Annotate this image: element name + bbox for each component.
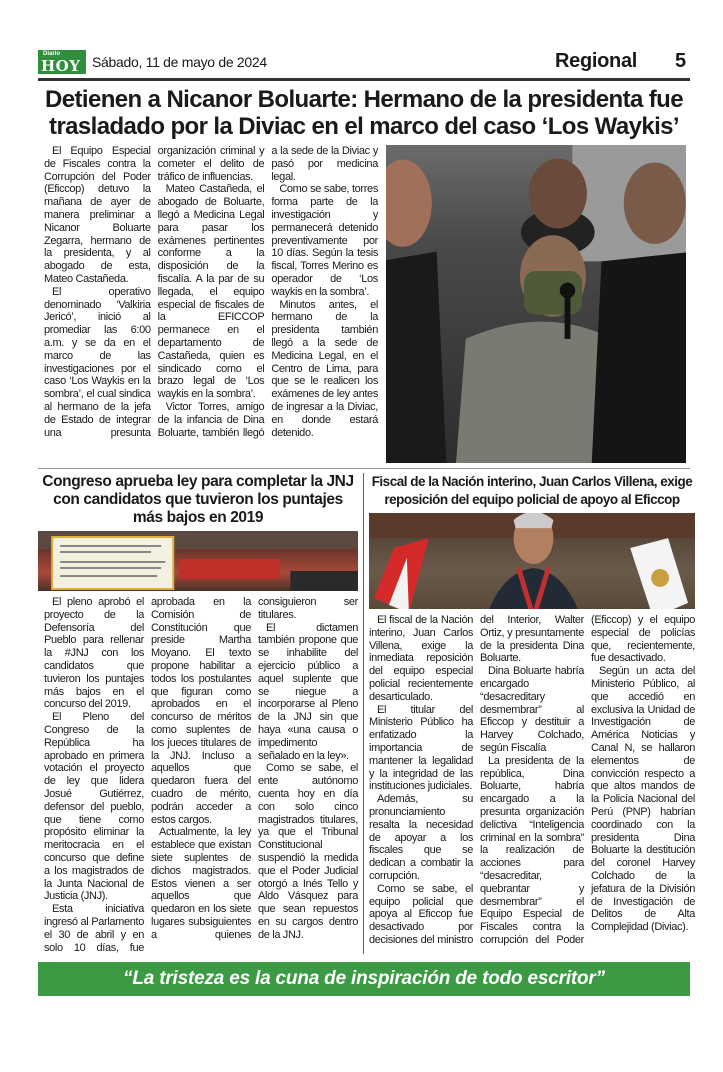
paragraph: El fiscal de la Nación interino, Juan Carlos Villena, exige la inmediata reposición del equipo especial policial recientemente desarticulado. — [369, 614, 473, 703]
paragraph: Como se sabe, el equipo policial que apoya al Eficcop fue desactivado por decisiones del ministro del Interior, Walter Ortiz, y presuntamente de la presidenta Dina Boluarte. — [369, 614, 584, 946]
fiscal-photo — [369, 513, 695, 609]
quote-banner: “La tristeza es la cuna de inspiración de todo escritor” — [38, 962, 690, 996]
paragraph: El titular del Ministerio Público ha enfatizado la importancia de mantener la legalidad y la integridad de las instituciones judiciales. — [369, 703, 473, 793]
congress-article — [38, 473, 358, 954]
paragraph: Actualmente, la ley establece que existan siete suplentes de dichos magistrados. Estos vienen a ser aquellos que quedaron en los siete lugares subsiguientes a quienes consiguieron ser titulares. — [151, 596, 358, 941]
paragraph: Esta iniciativa ingresó al Parlamento el 30 de abril y en solo 10 días, fue aprobada en la Comisión de Constitución que preside Martha Moyano. El texto propone habilitar a todos los postulantes que figuran como aprobados en el concurso de méritos como suplentes de los jueces titulares de la JNJ. Incluso a aquellos que quedaron fuera del cuadro de mérito, podrán acceder a estos cargos. — [44, 596, 251, 954]
paragraph: Como se sabe, torres forma parte de la investigación y permanecerá detenido preventivamente por 10 días. Según la tesis fiscal, Torres Merino es operador de ‘Los waykis en la sombra’. — [271, 183, 378, 298]
congress-headline: Congreso aprueba ley para completar la JNJ con candidatos que tuvieron los puntajes más bajos en 2019 — [42, 473, 354, 526]
issue-date: Sábado, 11 de mayo de 2024 — [92, 54, 267, 70]
fiscal-article-body — [369, 614, 695, 947]
logo-small-text: Diario — [43, 51, 61, 57]
section-divider — [38, 468, 690, 469]
arrest-photo — [386, 145, 686, 463]
masthead — [38, 48, 690, 92]
paragraph: La presidenta de la república, Dina Boluarte, habría encargado a la presunta organización delictiva “Inteligencia criminal en la sombra” la realización de acciones para “desacreditar, quebrantar y desmembrar” el Equipo Especial de Fiscales contra la corrupción del Poder (Eficcop) y el equipo especial de policías que, recientemente, fue desactivado. — [480, 614, 695, 946]
paragraph: El operativo denominado ‘Valkiria Jericó’, inició al promediar las 6:00 a.m. y se da en el marco de las investigaciones por el caso ‘Los Waykis en la sombra’, el cual sindica al hermano de la jefa de Estado de integrar una presunta organización criminal y cometer el delito de tráfico de influencias. — [44, 145, 265, 439]
congress-article-body — [38, 596, 358, 954]
paragraph: Mateo Castañeda, el abogado de Boluarte, llegó a Medicina Legal para pasar los exámenes pertinentes conforme a la disposición de la fiscalía. A la par de su llegada, el equipo especial de fiscales de la EFICCOP permanece en el departamento de Castañeda, quien es sindicado como el brazo legal de ‘Los waykis en la sombra’. — [157, 183, 265, 401]
column-divider — [363, 473, 364, 954]
newspaper-logo — [38, 50, 86, 74]
paragraph: Minutos antes, el hermano de la presidenta también llegó a la sede de Medicina Legal, en el Centro de Lima, para que se le realicen los exámenes de ley antes de ingresar a la Diviac, en donde estará detenido. — [271, 298, 378, 439]
paragraph: El dictamen también propone que se inhabilite del ejercicio público a aquel suplente que se niegue a incorporarse al Pleno de la JNJ sin que haya «una causa o impedimento señalado en la ley». — [258, 621, 358, 762]
header-rule — [38, 78, 690, 81]
paragraph: Dina Boluarte habría encargado “desacreditary desmembrar” al Eficcop y destituir a Harvey Colchado, según Fiscalía — [480, 665, 584, 754]
secondary-articles — [38, 473, 695, 954]
fiscal-headline: Fiscal de la Nación interino, Juan Carlos Villena, exige reposición del equipo policial de apoyo al Eficcop — [371, 474, 693, 507]
paragraph: Según un acta del Ministerio Público, al que accedió en exclusiva la Unidad de Investigación de América Noticias y Canal N, se hallaron elementos de convicción respecto a que altos mandos de la Policía Nacional del Perú (PNP) habrían coordinado con la presidenta Dina Boluarte la destitución del coronel Harvey Colchado de la jefatura de la División de Investigación de Delitos de Alta Complejidad (Diviac). — [591, 665, 695, 934]
main-article — [38, 145, 690, 463]
section-name: Regional — [555, 50, 638, 72]
main-article-body — [38, 145, 378, 463]
fiscal-article — [369, 473, 695, 954]
paragraph: Victor Torres, amigo de la infancia de Dina Boluarte, también llegó a la sede de la Diviac y pasó por medicina legal. — [157, 145, 378, 439]
page-number: 5 — [675, 50, 687, 72]
paragraph: El pleno aprobó el proyecto de la Defensoría del Pueblo para rellenar la #JNJ con los candidatos que tuvieron los puntajes más bajos en el concurso del 2019. — [44, 596, 144, 711]
paragraph: El Equipo Especial de Fiscales contra la Corrupción del Poder (Eficcop) detuvo la mañana de ayer de manera preliminar a Nicanor Boluarte Zegarra, hermano de la presidenta, y al abogado de esta, Mateo Castañeda. — [44, 145, 151, 285]
paragraph: Además, su pronunciamiento resalta la necesidad de apoyar a los fiscales que se dedican a combatir la corrupción. — [369, 793, 473, 882]
newspaper-page — [38, 48, 695, 996]
congress-photo — [38, 531, 358, 591]
paragraph: Como se sabe, el ente autónomo cuenta hoy en día con solo cinco magistrados titulares, ya que el Tribunal Constitucional suspendió la medida que el Poder Judicial otorgó a Inés Tello y Aldo Vásquez para que sean repuestos en su cargos dentro de la JNJ. — [258, 762, 358, 941]
paragraph: El Pleno del Congreso de la República ha aprobado en primera votación el proyecto de ley que lidera Josué Gutiérrez, defensor del pueblo, que tiene como propósito eliminar la meritocracia en el concurso que define a los magistrados de la Junta Nacional de Justicia (JNJ). — [44, 711, 144, 903]
logo-text: HOY — [41, 57, 81, 75]
main-headline: Detienen a Nicanor Boluarte: Hermano de la presidenta fue trasladado por la Diviac en el marco del caso ‘Los Waykis’ — [45, 86, 683, 140]
